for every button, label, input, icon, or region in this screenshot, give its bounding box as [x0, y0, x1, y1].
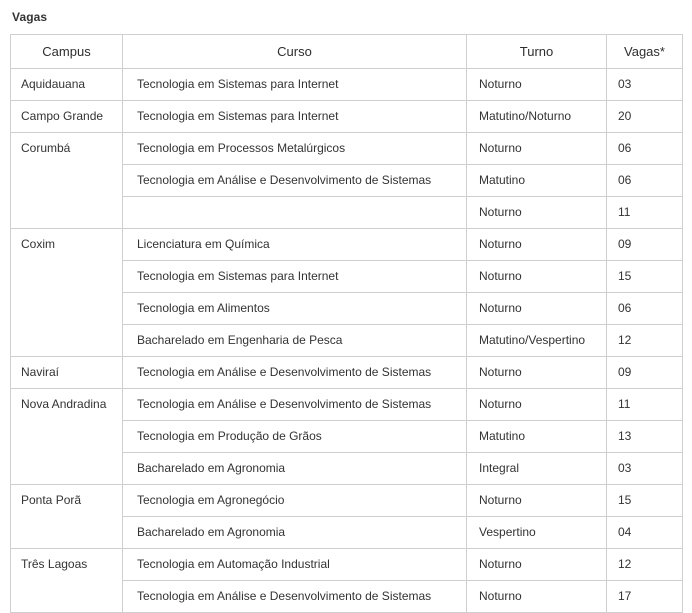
cell-curso: Tecnologia em Análise e Desenvolvimento de Sistemas	[123, 357, 467, 389]
cell-turno: Noturno	[467, 133, 607, 165]
cell-vagas: 12	[607, 325, 683, 357]
cell-curso: Tecnologia em Produção de Grãos	[123, 421, 467, 453]
cell-curso: Tecnologia em Análise e Desenvolvimento de Sistemas	[123, 389, 467, 421]
cell-turno: Noturno	[467, 293, 607, 325]
table-row	[11, 101, 683, 133]
cell-turno: Noturno	[467, 485, 607, 517]
table-body	[11, 69, 683, 613]
cell-turno: Noturno	[467, 69, 607, 101]
cell-turno: Matutino/Vespertino	[467, 325, 607, 357]
cell-vagas: 09	[607, 357, 683, 389]
table-header	[11, 35, 683, 69]
cell-campus: Campo Grande	[11, 101, 123, 133]
cell-campus: Aquidauana	[11, 69, 123, 101]
table-row	[11, 549, 683, 581]
table-header-row	[11, 35, 683, 69]
column-header-campus: Campus	[11, 35, 123, 69]
cell-vagas: 13	[607, 421, 683, 453]
cell-curso: Tecnologia em Sistemas para Internet	[123, 101, 467, 133]
cell-vagas: 11	[607, 197, 683, 229]
cell-curso: Licenciatura em Química	[123, 229, 467, 261]
cell-vagas: 04	[607, 517, 683, 549]
cell-curso: Tecnologia em Agronegócio	[123, 485, 467, 517]
cell-campus: Naviraí	[11, 357, 123, 389]
cell-vagas: 15	[607, 485, 683, 517]
cell-turno: Noturno	[467, 357, 607, 389]
cell-vagas: 06	[607, 165, 683, 197]
cell-vagas: 06	[607, 293, 683, 325]
cell-curso: Tecnologia em Sistemas para Internet	[123, 69, 467, 101]
cell-turno: Noturno	[467, 549, 607, 581]
cell-vagas: 15	[607, 261, 683, 293]
cell-turno: Matutino	[467, 421, 607, 453]
cell-vagas: 03	[607, 453, 683, 485]
cell-curso: Tecnologia em Análise e Desenvolvimento de Sistemas	[123, 581, 467, 613]
cell-curso: Tecnologia em Automação Industrial	[123, 549, 467, 581]
cell-vagas: 09	[607, 229, 683, 261]
cell-turno: Matutino	[467, 165, 607, 197]
cell-turno: Noturno	[467, 261, 607, 293]
cell-curso	[123, 197, 467, 229]
cell-curso: Bacharelado em Agronomia	[123, 517, 467, 549]
column-header-vagas: Vagas*	[607, 35, 683, 69]
cell-vagas: 12	[607, 549, 683, 581]
cell-turno: Noturno	[467, 197, 607, 229]
cell-campus: Nova Andradina	[11, 389, 123, 485]
cell-curso: Tecnologia em Análise e Desenvolvimento de Sistemas	[123, 165, 467, 197]
column-header-curso: Curso	[123, 35, 467, 69]
table-row	[11, 229, 683, 261]
page-title: Vagas	[12, 10, 48, 24]
cell-turno: Noturno	[467, 229, 607, 261]
cell-turno: Matutino/Noturno	[467, 101, 607, 133]
cell-curso: Tecnologia em Alimentos	[123, 293, 467, 325]
table-row	[11, 133, 683, 165]
table-row	[11, 69, 683, 101]
cell-vagas: 03	[607, 69, 683, 101]
table-row	[11, 357, 683, 389]
cell-vagas: 11	[607, 389, 683, 421]
column-header-turno: Turno	[467, 35, 607, 69]
cell-curso: Tecnologia em Sistemas para Internet	[123, 261, 467, 293]
cell-curso: Bacharelado em Agronomia	[123, 453, 467, 485]
cell-turno: Vespertino	[467, 517, 607, 549]
cell-vagas: 20	[607, 101, 683, 133]
table-row	[11, 485, 683, 517]
cell-turno: Integral	[467, 453, 607, 485]
cell-campus: Três Lagoas	[11, 549, 123, 613]
vagas-table	[10, 34, 683, 613]
table-row	[11, 389, 683, 421]
cell-campus: Corumbá	[11, 133, 123, 229]
cell-campus: Coxim	[11, 229, 123, 357]
cell-curso: Bacharelado em Engenharia de Pesca	[123, 325, 467, 357]
cell-campus: Ponta Porã	[11, 485, 123, 549]
cell-turno: Noturno	[467, 389, 607, 421]
cell-vagas: 17	[607, 581, 683, 613]
cell-curso: Tecnologia em Processos Metalúrgicos	[123, 133, 467, 165]
cell-turno: Noturno	[467, 581, 607, 613]
cell-vagas: 06	[607, 133, 683, 165]
